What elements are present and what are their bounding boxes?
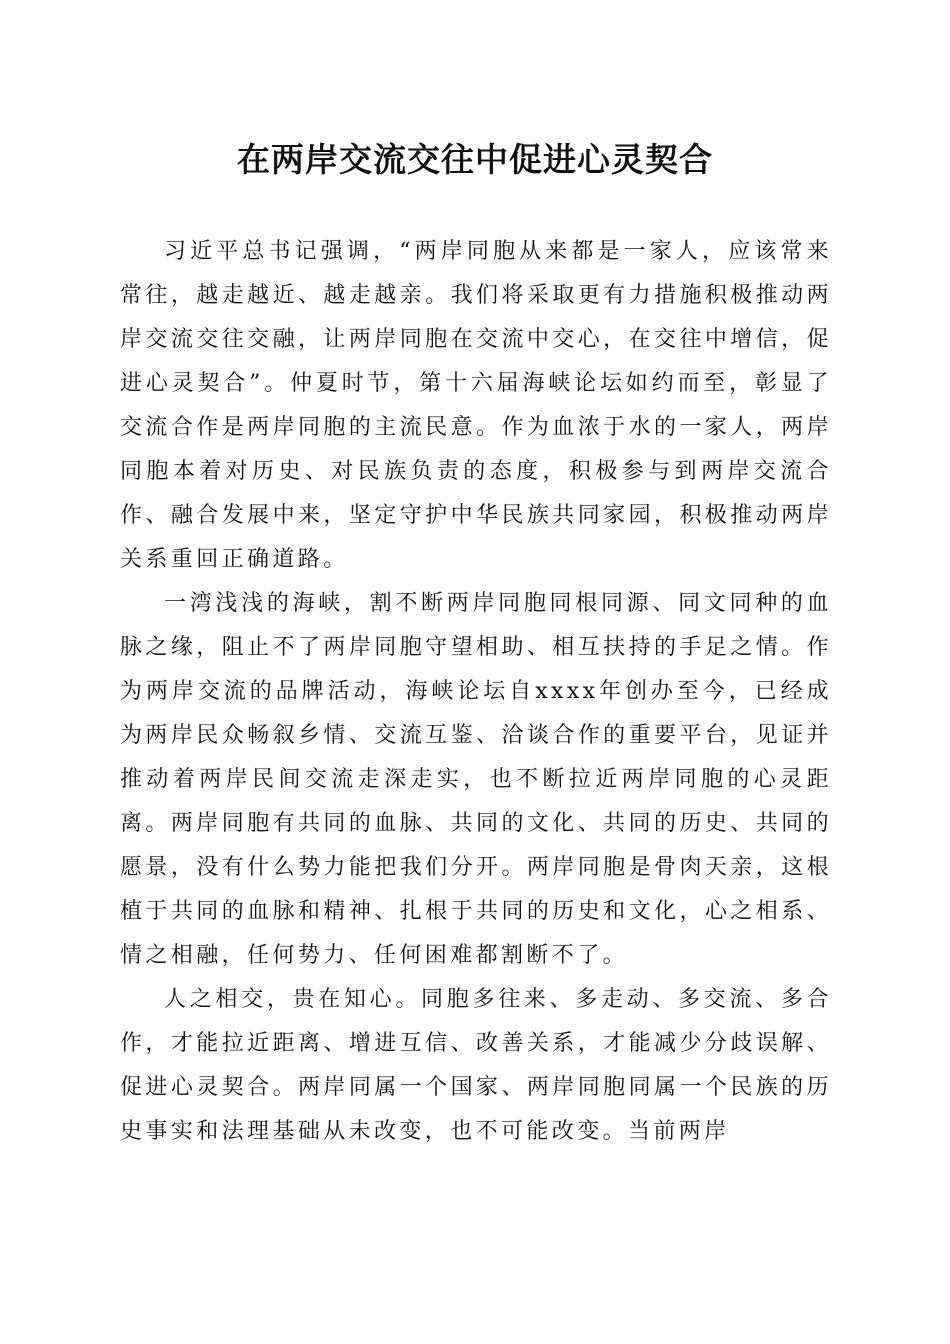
paragraph: 人之相交，贵在知心。同胞多往来、多走动、多交流、多合作，才能拉近距离、增进互信、改善关系，才能减少分歧误解、促进心灵契合。两岸同属一个国家、两岸同胞同属一个民族的历史事实和法理基础从未改变，也不可能改变。当前两岸 <box>120 987 832 1144</box>
paragraph: 习近平总书记强调，“两岸同胞从来都是一家人，应该常来常往，越走越近、越走越亲。我们将采取更有力措施积极推动两岸交流交往交融，让两岸同胞在交流中交心，在交往中增信，促进心灵契合”。仲夏时节，第十六届海峡论坛如约而至，彰显了交流合作是两岸同胞的主流民意。作为血浓于水的一家人，两岸同胞本着对历史、对民族负责的态度，积极参与到两岸交流合作、融合发展中来，坚定守护中华民族共同家园，积极推动两岸关系重回正确道路。 <box>120 239 832 572</box>
document-title: 在两岸交流交往中促进心灵契合 <box>237 140 713 179</box>
paragraph: 一湾浅浅的海峡，割不断两岸同胞同根同源、同文同种的血脉之缘，阻止不了两岸同胞守望相助、相互扶持的手足之情。作为两岸交流的品牌活动，海峡论坛自xxxx年创办至今，已经成为两岸民众畅叙乡情、交流互鉴、洽谈合作的重要平台，见证并推动着两岸民间交流走深走实，也不断拉近两岸同胞的心灵距离。两岸同胞有共同的血脉、共同的文化、共同的历史、共同的愿景，没有什么势力能把我们分开。两岸同胞是骨肉天亲，这根植于共同的血脉和精神、扎根于共同的历史和文化，心之相系、情之相融，任何势力、任何困难都割断不了。 <box>120 591 832 968</box>
document-body <box>120 230 832 1154</box>
